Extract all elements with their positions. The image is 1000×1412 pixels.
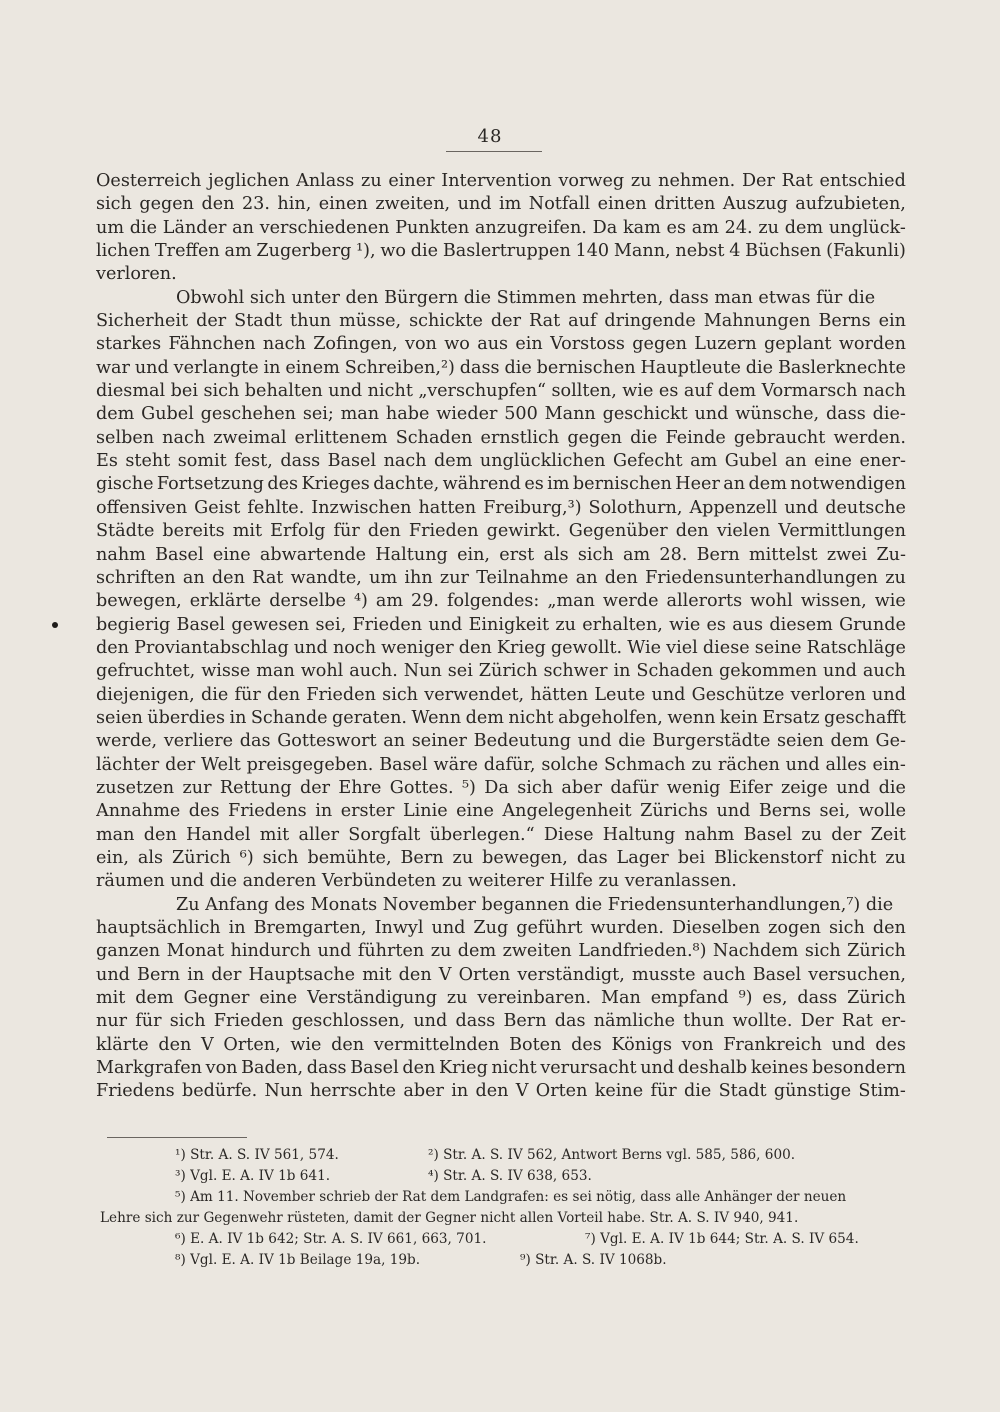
footnote-4 xyxy=(428,1166,592,1187)
footnote-3 xyxy=(175,1166,330,1187)
footnote-rule xyxy=(107,1137,247,1138)
footnote-5-line-2: Lehre sich zur Gegenwehr rüsteten, damit der Gegner nicht allen Vorteil habe. Str. A. S. IV 940, 941. xyxy=(100,1210,799,1226)
footnote-9 xyxy=(520,1250,667,1271)
text-line: und Bern in der Hauptsache mit den V Orten verständigt, musste auch Basel versuchen, xyxy=(96,964,906,985)
text-line: man den Handel mit aller Sorgfalt überlegen.“ Diese Haltung nahm Basel zu der Zeit xyxy=(96,824,906,845)
text-line: hauptsächlich in Bremgarten, Inwyl und Zug geführt wurden. Dieselben zogen sich den xyxy=(96,918,906,938)
text-line: diesmal bei sich behalten und nicht „verschupfen“ sollten, wie es auf dem Vormarsch nach xyxy=(96,381,906,402)
text-line: gische Fortsetzung des Krieges dachte, während es im bernischen Heer an dem notwendigen xyxy=(96,474,906,495)
ink-spot xyxy=(52,622,58,628)
text-line: lichen Treffen am Zugerberg ¹), wo die Baslertruppen 140 Mann, nebst 4 Büchsen (Fakunli) xyxy=(96,241,906,262)
footnote-text: Str. A. S. IV 562, Antwort Berns vgl. 585, 586, 600. xyxy=(443,1147,796,1163)
footnote-6 xyxy=(175,1229,486,1250)
page-number-rule xyxy=(446,151,542,152)
text-line: Zu Anfang des Monats November begannen die Friedensunterhandlungen,⁷) die xyxy=(176,894,894,915)
footnote-mark: ⁹) xyxy=(520,1252,531,1268)
text-line: den Proviantabschlag und noch weniger den Krieg gewollt. Wie viel diese seine Ratschläge xyxy=(96,637,906,658)
footnote-mark: ⁴) xyxy=(428,1168,439,1184)
footnote-2 xyxy=(428,1145,795,1166)
text-line: Markgrafen von Baden, dass Basel den Krieg nicht verursacht und deshalb keines besondern xyxy=(96,1058,906,1079)
text-line: gefruchtet, wisse man wohl auch. Nun sei Zürich schwer in Schaden gekommen und auch xyxy=(96,661,906,682)
text-line: räumen und die anderen Verbündeten zu weiterer Hilfe zu veranlassen. xyxy=(96,871,737,892)
footnote-text: Vgl. E. A. IV 1b 644; Str. A. S. IV 654. xyxy=(600,1231,859,1247)
footnote-mark: ¹) xyxy=(175,1147,186,1163)
text-line: Städte bereits mit Erfolg für den Frieden gewirkt. Gegenüber den vielen Vermittlungen xyxy=(96,521,906,542)
footnote-row xyxy=(100,1250,915,1271)
text-line: bewegen, erklärte derselbe ⁴) am 29. folgendes: „man werde allerorts wohl wissen, wie xyxy=(96,591,906,612)
text-line: verloren. xyxy=(96,264,177,285)
footnote-5-line-1: ⁵) Am 11. November schrieb der Rat dem Landgrafen: es sei nötig, dass alle Anhänger der neuen xyxy=(175,1189,847,1205)
text-line: Obwohl sich unter den Bürgern die Stimmen mehrten, dass man etwas für die xyxy=(176,287,876,308)
footnotes xyxy=(100,1145,915,1271)
text-line: offensiven Geist fehlte. Inzwischen hatten Freiburg,³) Solothurn, Appenzell und deutsche xyxy=(96,497,906,518)
footnote-text: Vgl. E. A. IV 1b 641. xyxy=(190,1168,331,1184)
text-line: lächter der Welt preisgegeben. Basel wäre dafür, solche Schmach zu rächen und alles ein- xyxy=(96,754,906,775)
text-line: dem Gubel geschehen sei; man habe wieder 500 Mann geschickt und wünsche, dass die- xyxy=(96,404,906,425)
text-line: starkes Fähnchen nach Zofingen, von wo aus ein Vorstoss gegen Luzern geplant worden xyxy=(96,334,906,355)
footnote-text: Vgl. E. A. IV 1b Beilage 19a, 19b. xyxy=(190,1252,421,1268)
footnote-8 xyxy=(175,1250,420,1271)
footnote-text: Str. A. S. IV 1068b. xyxy=(535,1252,667,1268)
body-text xyxy=(96,170,906,1104)
text-line: selben nach zweimal erlittenem Schaden ernstlich gegen die Feinde gebraucht werden. xyxy=(96,427,906,448)
footnote-text: Str. A. S. IV 561, 574. xyxy=(190,1147,339,1163)
footnote-7 xyxy=(585,1229,859,1250)
text-line: nur für sich Frieden geschlossen, und dass Bern das nämliche thun wollte. Der Rat er- xyxy=(96,1011,906,1032)
text-line: Oesterreich jeglichen Anlass zu einer Intervention vorweg zu nehmen. Der Rat entschied xyxy=(96,171,906,191)
text-line: werde, verliere das Gotteswort an seiner Bedeutung und die Burgerstädte seien dem Ge- xyxy=(96,731,906,752)
text-line: sich gegen den 23. hin, einen zweiten, und im Notfall einen dritten Auszug aufzubieten, xyxy=(96,194,906,215)
footnote-row xyxy=(100,1229,915,1250)
footnote-text: E. A. IV 1b 642; Str. A. S. IV 661, 663, 701. xyxy=(190,1231,487,1247)
text-line: ein, als Zürich ⁶) sich bemühte, Bern zu bewegen, das Lager bei Blickenstorf nicht zu xyxy=(96,847,906,868)
footnote-mark: ³) xyxy=(175,1168,186,1184)
text-line: mit dem Gegner eine Verständigung zu vereinbaren. Man empfand ⁹) es, dass Zürich xyxy=(96,988,906,1009)
text-line: begierig Basel gewesen sei, Frieden und Einigkeit zu erhalten, wie es aus diesem Grunde xyxy=(96,614,906,635)
text-line: war und verlangte in einem Schreiben,²) dass die bernischen Hauptleute die Baslerknechte xyxy=(96,357,906,378)
footnote-mark: ⁷) xyxy=(585,1231,596,1247)
text-line: nahm Basel eine abwartende Haltung ein, erst als sich am 28. Bern mittelst zwei Zu- xyxy=(96,544,906,565)
text-line: Es steht somit fest, dass Basel nach dem unglücklichen Gefecht am Gubel an eine ener- xyxy=(96,451,906,472)
text-line: um die Länder an verschiedenen Punkten anzugreifen. Da kam es am 24. zu dem unglück- xyxy=(96,217,906,238)
footnote-row xyxy=(100,1145,915,1166)
footnote-row xyxy=(100,1166,915,1187)
footnote-mark: ⁶) xyxy=(175,1231,186,1247)
text-line: ganzen Monat hindurch und führten zu dem zweiten Landfrieden.⁸) Nachdem sich Zürich xyxy=(96,941,906,962)
text-line: Sicherheit der Stadt thun müsse, schickte der Rat auf dringende Mahnungen Berns ein xyxy=(96,311,906,332)
text-line: seien überdies in Schande geraten. Wenn dem nicht abgeholfen, wenn kein Ersatz geschafft xyxy=(96,707,906,728)
footnote-1 xyxy=(175,1145,339,1166)
text-line: klärte den V Orten, wie den vermittelnden Boten des Königs von Frankreich und des xyxy=(96,1034,906,1055)
footnote-mark: ⁸) xyxy=(175,1252,186,1268)
text-line: diejenigen, die für den Frieden sich verwendet, hätten Leute und Geschütze verloren und xyxy=(96,684,906,705)
page-number: 48 xyxy=(477,126,503,147)
text-line: Annahme des Friedens in erster Linie eine Angelegenheit Zürichs und Berns sei, wolle xyxy=(96,801,906,822)
footnote-text: Str. A. S. IV 638, 653. xyxy=(443,1168,592,1184)
text-line: Friedens bedürfe. Nun herrschte aber in den V Orten keine für die Stadt günstige Stim- xyxy=(96,1081,906,1102)
text-line: schriften an den Rat wandte, um ihn zur Teilnahme an den Friedensunterhandlungen zu xyxy=(96,567,906,588)
text-line: zusetzen zur Rettung der Ehre Gottes. ⁵) Da sich aber dafür wenig Eifer zeige und die xyxy=(96,777,906,798)
footnote-mark: ²) xyxy=(428,1147,439,1163)
